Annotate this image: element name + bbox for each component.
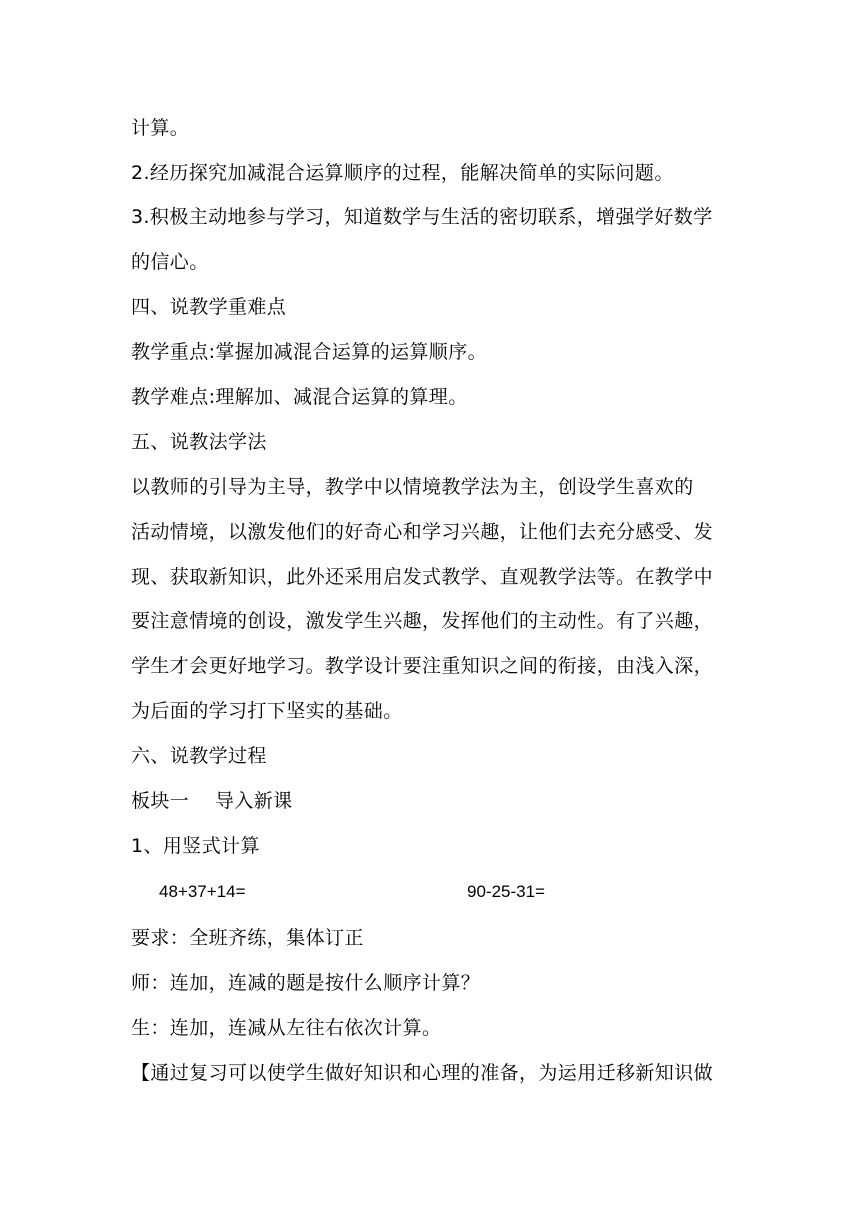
objective-2: 2.经历探究加减混合运算顺序的过程，能解决简单的实际问题。 (131, 162, 674, 184)
paragraph-line: 学生才会更好地学习。教学设计要注重知识之间的衔接，由浅入深， (131, 655, 714, 677)
paragraph-line: 为后面的学习打下坚实的基础。 (131, 700, 403, 722)
note-line: 【通过复习可以使学生做好知识和心理的准备，为运用迁移新知识做 (131, 1062, 714, 1084)
paragraph-line: 以教师的引导为主导，教学中以情境教学法为主，创设学生喜欢的 (131, 476, 694, 498)
paragraph-line: 要注意情境的创设，激发学生兴趣，发挥他们的主动性。有了兴趣， (131, 610, 714, 632)
paragraph-line: 活动情境，以激发他们的好奇心和学习兴趣，让他们去充分感受、发 (131, 521, 714, 543)
calc-right: 90-25-31= (467, 882, 545, 901)
objective-3: 3.积极主动地参与学习，知道数学与生活的密切联系，增强学好数学 (131, 206, 713, 228)
section-heading-4: 四、说教学重难点 (131, 296, 287, 318)
difficult-point: 教学难点:理解加、减混合运算的算理。 (131, 386, 468, 408)
requirement: 要求：全班齐练，集体订正 (131, 927, 364, 949)
section-heading-6: 六、说教学过程 (131, 745, 267, 767)
text-line: 计算。 (131, 117, 190, 139)
calc-left: 48+37+14= (159, 882, 246, 901)
exercise-heading: 1、用竖式计算 (131, 835, 260, 857)
section-heading-5: 五、说教法学法 (131, 431, 267, 453)
text-line: 的信心。 (131, 251, 209, 273)
student-answer: 生：连加，连减从左往右依次计算。 (131, 1017, 442, 1039)
teacher-question: 师：连加，连减的题是按什么顺序计算？ (131, 972, 481, 994)
block-heading: 板块一 导入新课 (131, 790, 293, 812)
key-point: 教学重点:掌握加减混合运算的运算顺序。 (131, 341, 488, 363)
paragraph-line: 现、获取新知识，此外还采用启发式教学、直观教学法等。在教学中 (131, 566, 714, 588)
